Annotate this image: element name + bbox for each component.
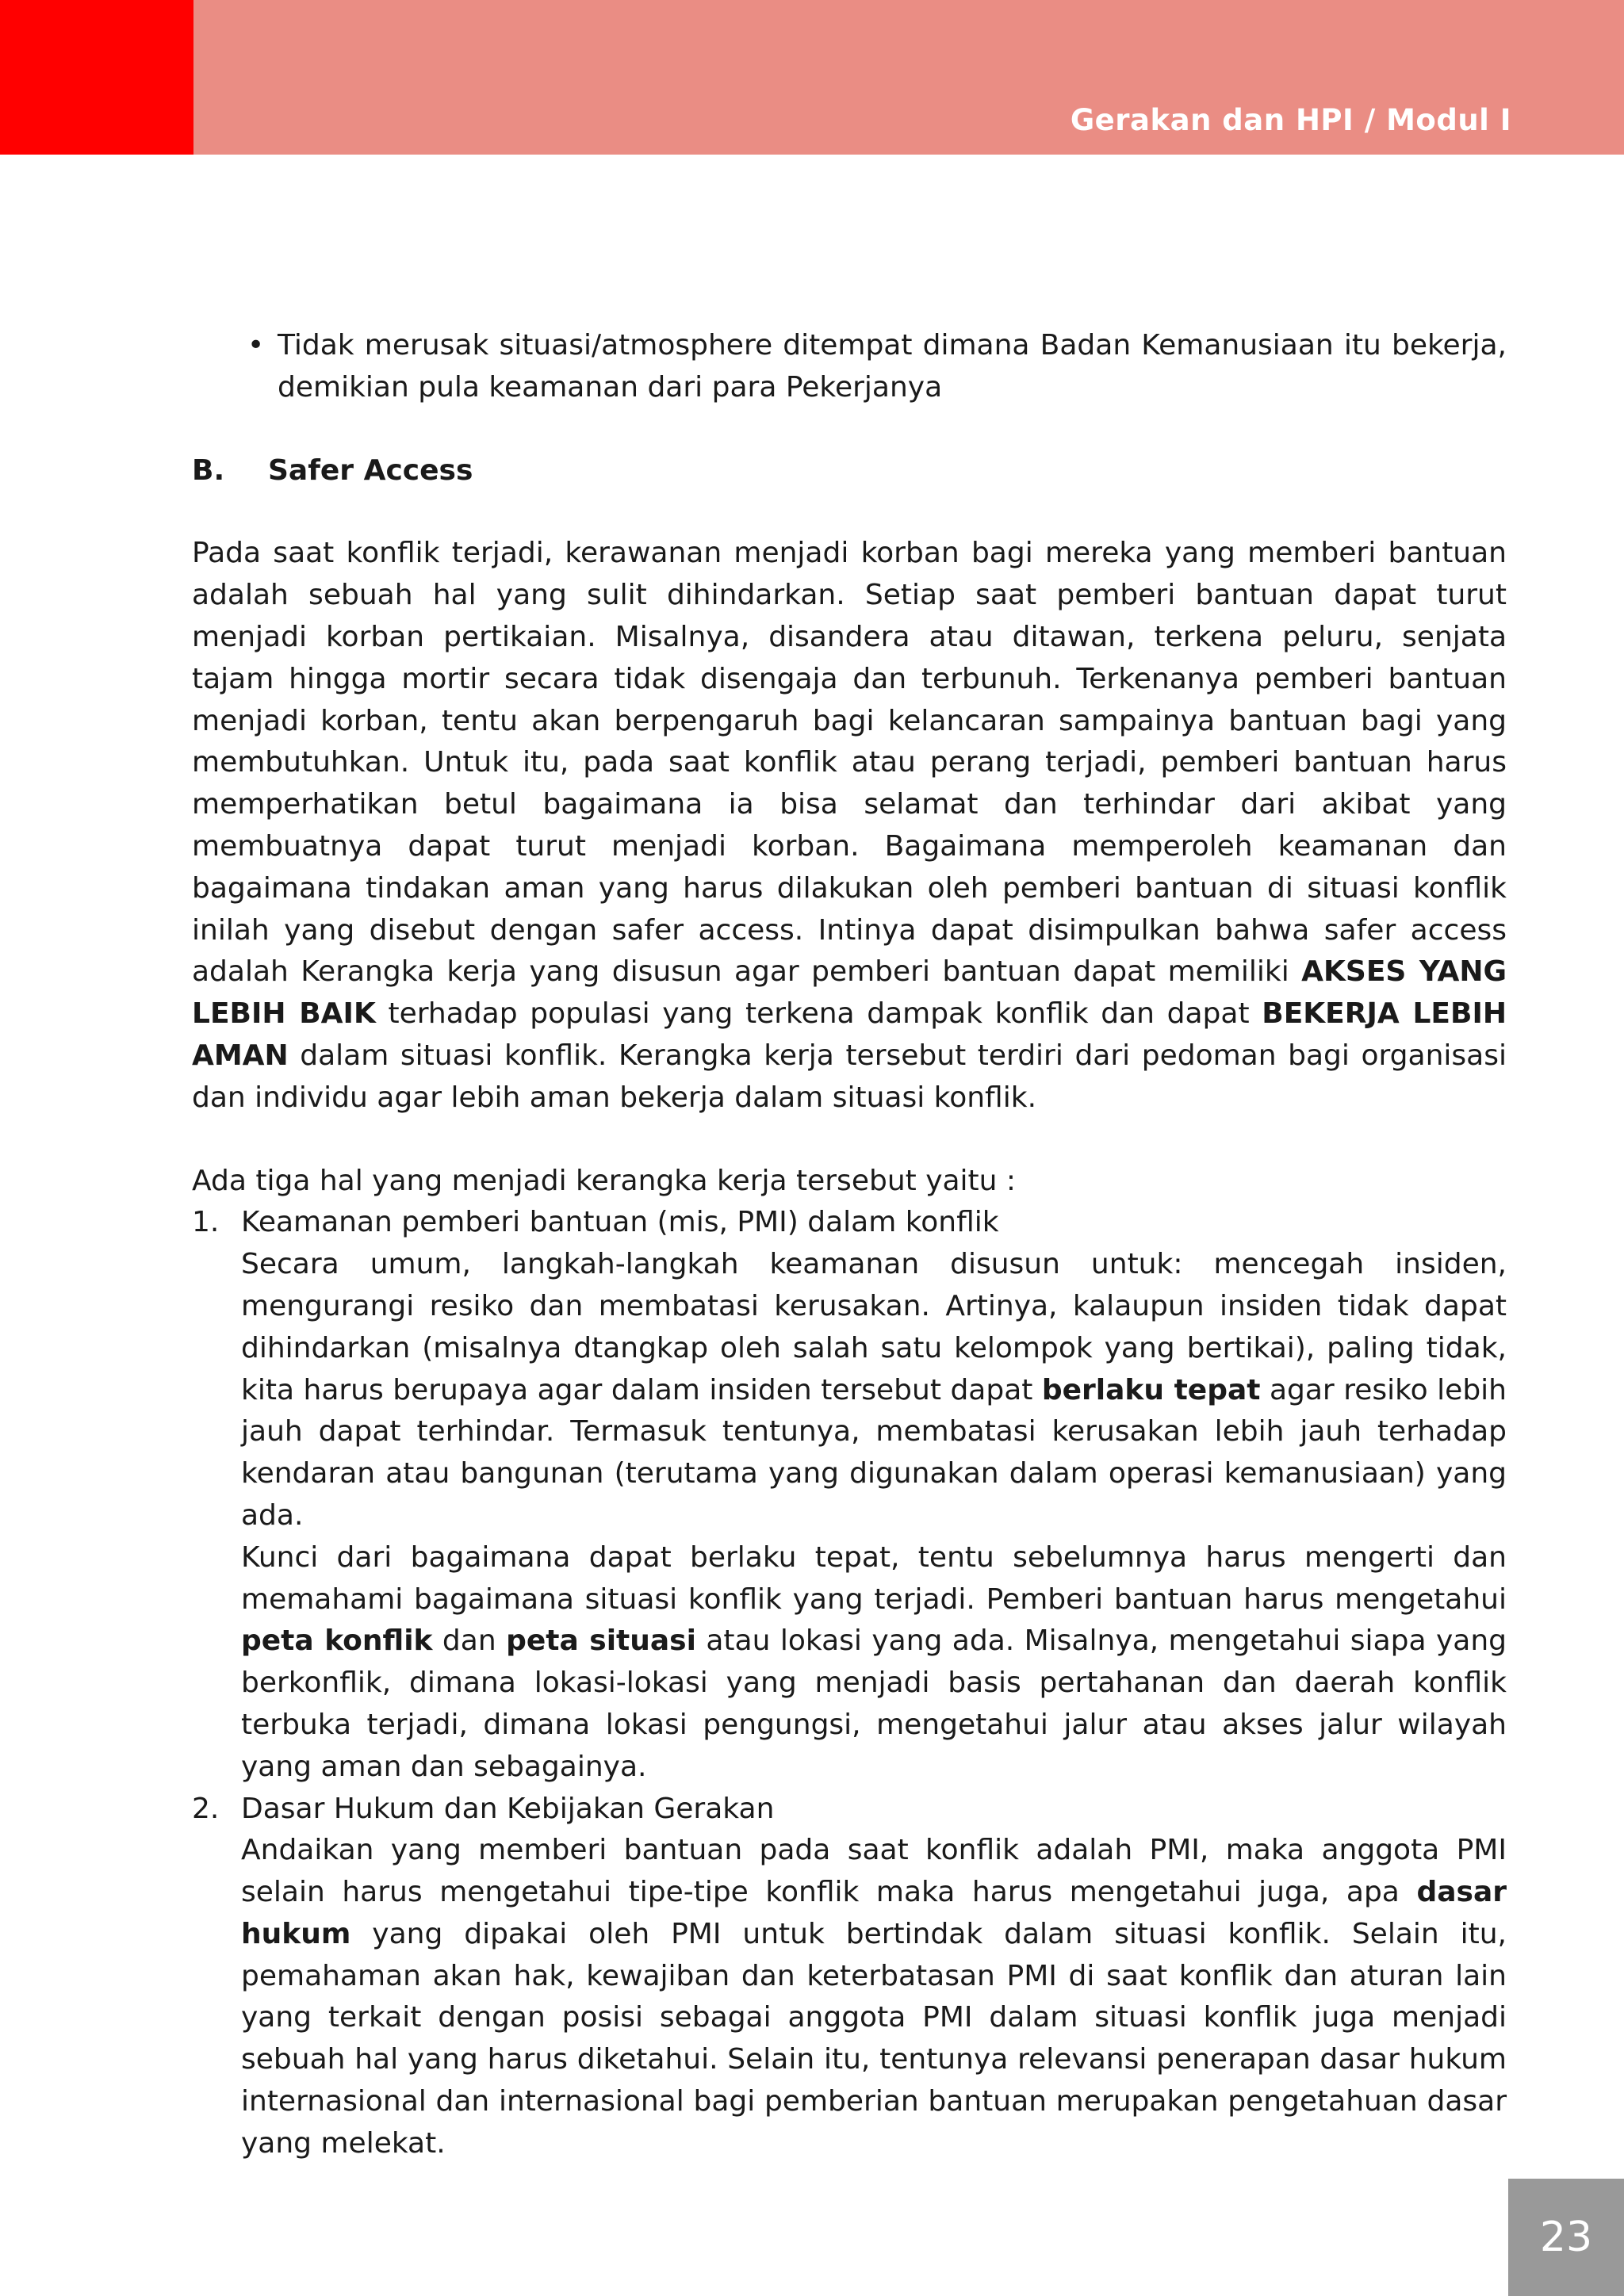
paragraph-text: dan — [432, 1624, 507, 1658]
bullet-text: Tidak merusak situasi/atmosphere ditempat dimana Badan Kemanusiaan itu bekerja, demikian pula keamanan dari para Pekerjanya — [278, 329, 1507, 404]
section-letter: B. — [192, 453, 225, 487]
paragraph-bold-text: berlaku tepat — [1041, 1373, 1261, 1406]
paragraph-text: Andaikan yang memberi bantuan pada saat konflik adalah PMI, maka anggota PMI selain harus mengetahui tipe-tipe konflik maka harus mengetahui juga, apa — [241, 1834, 1507, 1909]
paragraph-bold-text: peta situasi — [506, 1624, 696, 1658]
paragraph-text: agar resiko lebih jauh dapat terhindar. Termasuk tentunya, membatasi kerusakan lebih jauh terhadap kendaran atau bangunan (terutama yang digunakan dalam operasi kemanusiaan) yang ada. — [241, 1373, 1507, 1532]
paragraph-text: atau lokasi yang ada. Misalnya, mengetahui siapa yang berkonflik, dimana lokasi-lokasi yang menjadi basis pertahanan dan daerah konflik terbuka terjadi, dimana lokasi pengungsi, mengetahui jalur atau akses jalur wilayah yang aman dan sebagainya. — [241, 1624, 1507, 1783]
section-heading — [192, 450, 1507, 492]
paragraph-text: Kunci dari bagaimana dapat berlaku tepat, tentu sebelumnya harus mengerti dan memahami bagaimana situasi konflik yang terjadi. Pemberi bantuan harus mengetahui — [241, 1540, 1507, 1616]
numbered-item-2 — [192, 1789, 1507, 1831]
paragraph-text: dalam situasi konflik. Kerangka kerja tersebut terdiri dari pedoman bagi organisasi dan individu agar lebih aman bekerja dalam situasi konflik. — [192, 1039, 1507, 1114]
item-1-paragraph-2 — [192, 1537, 1507, 1789]
paragraph-bold-text: AKSES YANG LEBIH BAIK — [192, 955, 1507, 1031]
item-number: 1. — [192, 1206, 220, 1239]
item-number: 2. — [192, 1792, 220, 1825]
paragraph-text: Pada saat konflik terjadi, kerawanan menjadi korban bagi mereka yang memberi bantuan adalah sebuah hal yang sulit dihindarkan. Setiap saat pemberi bantuan dapat turut menjadi korban pertikaian. Misalnya, disandera atau ditawan, terkena peluru, senjata tajam hingga mortir secara tidak disengaja dan terbunuh. Terkenanya pemberi bantuan menjadi korban, tentu akan berpengaruh bagi kelancaran sampainya bantuan bagi yang membutuhkan. Untuk itu, pada saat konflik atau perang terjadi, pemberi bantuan harus memperhatikan betul bagaimana ia bisa selamat dan terhindar dari akibat yang membuatnya dapat turut menjadi korban. Bagaimana memperoleh keamanan dan bagaimana tindakan aman yang harus dilakukan oleh pemberi bantuan di situasi konflik inilah yang disebut dengan safer access. Intinya dapat disimpulkan bahwa safer access adalah Kerangka kerja yang disusun agar pemberi bantuan dapat memiliki — [192, 537, 1507, 989]
running-header-title: Gerakan dan HPI / Modul I — [1070, 103, 1511, 137]
paragraph-bold-text: peta konflik — [241, 1624, 433, 1658]
item-1-paragraph-1 — [192, 1244, 1507, 1537]
item-title: Dasar Hukum dan Kebijakan Gerakan — [241, 1792, 775, 1825]
intro-line: Ada tiga hal yang menjadi kerangka kerja tersebut yaitu : — [192, 1164, 1017, 1197]
paragraph-text: yang dipakai oleh PMI untuk bertindak dalam situasi konflik. Selain itu, pemahaman akan hak, kewajiban dan keterbatasan PMI di saat konflik dan aturan lain yang terkait dengan posisi sebagai anggota PMI dalam situasi konflik juga menjadi sebuah hal yang harus diketahui. Selain itu, tentunya relevansi penerapan dasar hukum internasional dan internasional bagi pemberian bantuan merupakan pengetahuan dasar yang melekat. — [241, 1917, 1507, 2160]
header-accent-block — [0, 0, 193, 155]
paragraph-bold-text: BEKERJA LEBIH AMAN — [192, 997, 1507, 1072]
paragraph-text: Secara umum, langkah-langkah keamanan disusun untuk: mencegah insiden, mengurangi resiko dan membatasi kerusakan. Artinya, kalaupun insiden tidak dapat dihindarkan (misalnya dtangkap oleh salah satu kelompok yang bertikai), paling tidak, kita harus berupaya agar dalam insiden tersebut dapat — [241, 1248, 1507, 1406]
paragraph-bold-text: dasar hukum — [241, 1876, 1507, 1950]
bullet-item — [192, 325, 1507, 409]
numbered-item-1 — [192, 1202, 1507, 1244]
page-number-box — [1508, 2179, 1624, 2296]
paragraph-safer-access — [192, 533, 1507, 1119]
page-number: 23 — [1539, 2214, 1593, 2261]
bullet-icon: • — [247, 329, 265, 362]
section-title: Safer Access — [268, 453, 473, 487]
item-2-paragraph-1 — [192, 1830, 1507, 2164]
paragraph-text: terhadap populasi yang terkena dampak konflik dan dapat — [375, 997, 1262, 1031]
page-content — [192, 325, 1507, 2165]
item-title: Keamanan pemberi bantuan (mis, PMI) dalam konflik — [241, 1206, 999, 1239]
